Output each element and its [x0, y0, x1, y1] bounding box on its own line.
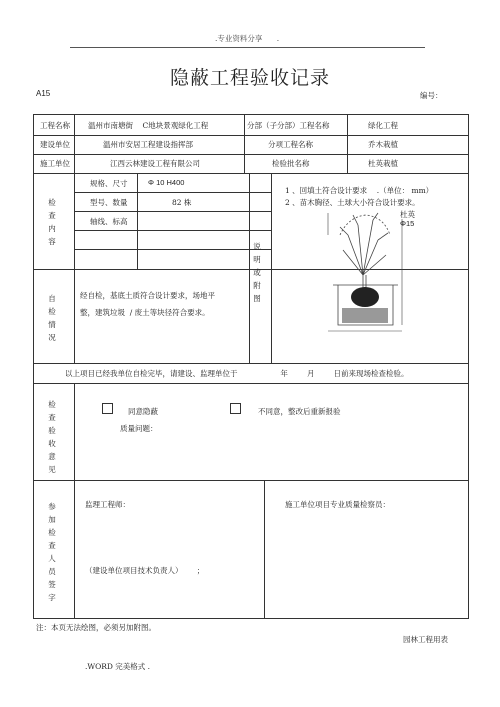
supervisor-label: 监理工程师：: [85, 500, 130, 509]
reject-label: 不同意，整改后重新报验: [258, 407, 341, 416]
inspection-row-value: Φ 10 H400: [148, 178, 185, 187]
self-check-label: 自检情况: [48, 294, 56, 342]
inspection-notice: 以上项目已经我单位自检完毕，请建设、监理单位于 年 月 日前来现场检查检验。: [65, 369, 409, 378]
footer-format-note: .WORD 完美格式 .: [85, 662, 151, 671]
sketch-diameter-label: Φ15: [400, 219, 415, 228]
participants-label: 参加检查人员签字: [48, 502, 56, 602]
note-line-1: 1 、回填土符合设计要求 .（单位： mm）: [285, 186, 434, 195]
form-code: A15: [36, 89, 51, 98]
project-name-label: 工程名称: [40, 121, 70, 130]
table-kind: 园林工程用表: [403, 635, 448, 644]
item-label: 分项工程名称: [268, 140, 313, 149]
self-check-line-2: 整，建筑垃圾 / 废土等块径符合要求。: [80, 308, 210, 317]
header-rule: [70, 47, 425, 48]
note-line-2: 2 、苗木胸径、土球大小符合设计要求。: [285, 198, 420, 207]
sub-project-value: 绿化工程: [368, 121, 398, 130]
page-title: 隐蔽工程验收记录: [169, 67, 330, 89]
review-label: 检查验收意见: [48, 400, 56, 474]
lot-label: 检验批名称: [272, 159, 310, 168]
number-label: 编号：: [420, 91, 443, 100]
note-label: 说明或附图: [253, 242, 261, 303]
reject-checkbox[interactable]: [230, 403, 241, 414]
sub-project-label: 分部（子分部）工程名称: [247, 121, 330, 130]
quality-issue-label: 质量问题：: [120, 424, 158, 433]
page-header-note: .专业资料分享 .: [215, 34, 280, 43]
approve-label: 同意隐蔽: [128, 407, 158, 416]
planting-sketch: [318, 205, 438, 345]
contractor-qc-label: 施工单位项目专业质量检察员：: [285, 500, 390, 509]
owner-rep-label: （建设单位项目技术负责人） ；: [85, 566, 205, 575]
sketch-species-label: 杜英: [400, 210, 415, 219]
self-check-line-1: 经自检，基底土质符合设计要求，场地平: [80, 291, 215, 300]
construct-unit-value: 江西云林建设工程有限公司: [110, 159, 200, 168]
inspection-row-value: 82 株: [172, 198, 192, 207]
footer-note: 注：本页无法绘图，必须另加附图。: [36, 623, 156, 632]
build-unit-label: 建设单位: [40, 140, 70, 149]
inspection-row-label: 轴线、标高: [90, 217, 128, 226]
lot-value: 杜英栽植: [368, 159, 398, 168]
build-unit-value: 温州市安居工程建设指挥部: [103, 140, 193, 149]
construct-unit-label: 施工单位: [40, 159, 70, 168]
project-name-value: 温州市南塘街 C地块景观绿化工程: [88, 121, 209, 130]
approve-checkbox[interactable]: [102, 403, 113, 414]
item-value: 乔木栽植: [368, 140, 398, 149]
inspection-row-label: 型号、数量: [90, 198, 128, 207]
inspection-row-label: 规格、尺寸: [90, 179, 128, 188]
inspection-section-label: 检查内容: [48, 198, 56, 246]
